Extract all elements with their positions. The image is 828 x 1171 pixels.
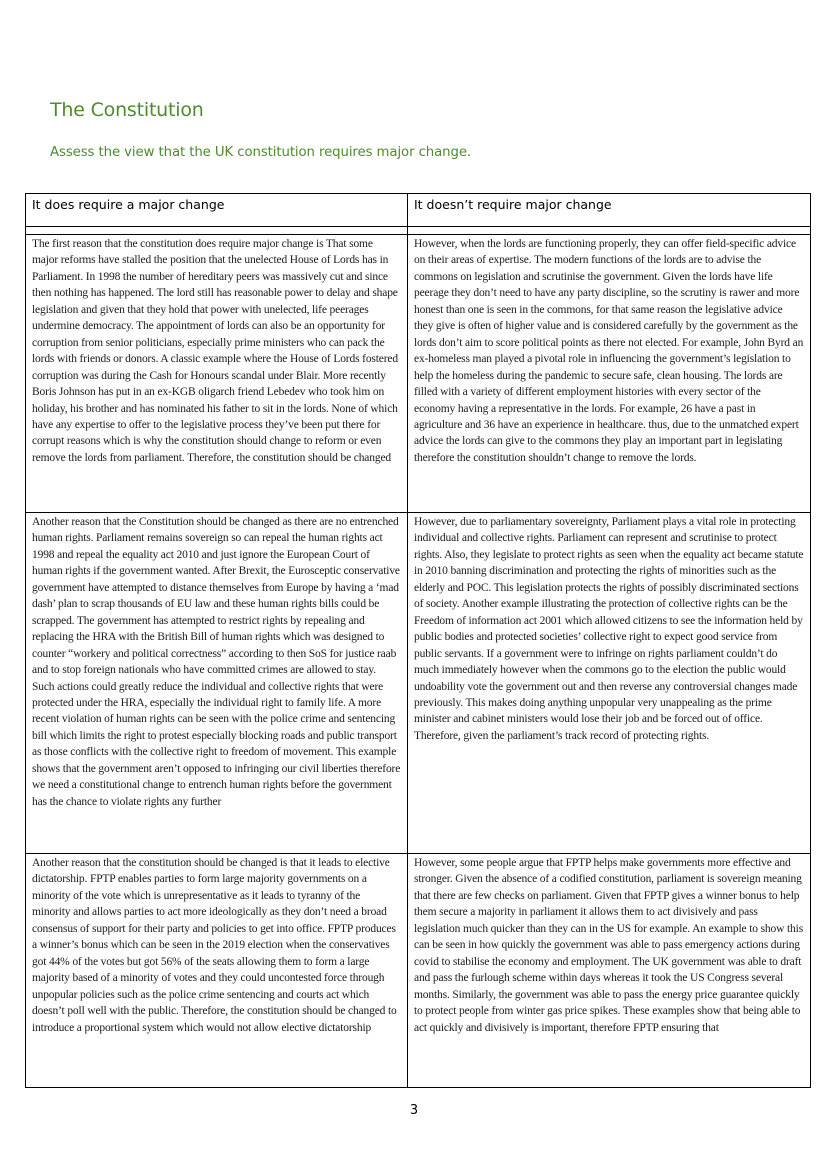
argument-for-human-rights: Another reason that the Constitution should be changed as there are no entrenched human rights. Parliament remains sovereign so can repeal the human rights act 1998 and repeal the equality act 2010 and just ignore the European Court of human rights if the government wanted. After Brexit, the Eurosceptic conservative government have attempted to distance themselves from Europe by having a ‘mad dash’ plan to scrap thousands of EU law and these human rights bills could be scrapped. The government has attempted to restrict rights by repealing and replacing the HRA with the British Bill of human rights which was designed to counter “workery and political correctness” according to then SoS for justice raab and to stop foreign nationals who have committed crimes are allowed to stay. Such actions could greatly reduce the individual and collective rights that were protected under the HRA, especially the individual right to family life. A more recent violation of human rights can be seen with the police crime and sentencing bill which limits the right to protest especially blocking roads and public transport as those conflicts with the collective right to freedom of movement. This example shows that the government aren’t opposed to infringing our civil liberties therefore we need a constitutional change to entrench human rights before the government has the chance to violate rights any further [26, 513, 408, 854]
page-title: The Constitution [50, 99, 204, 121]
spacer-cell [408, 227, 811, 235]
argument-for-fptp: Another reason that the constitution should be changed is that it leads to elective dictatorship. FPTP enables parties to form large majority governments on a minority of the vote which is unrepresentative as it leads to tyranny of the minority and allows parties to act more ideologically as they don’t need a broad consensus of support for their party and policies to get into office. FPTP produces a winner’s bonus which can be seen in the 2019 election when the conservatives got 44% of the votes but got 56% of the seats allowing them to form a large majority based of a minority of votes and they could uncontested force through unpopular policies such as the police crime sentencing and courts act which doesn’t poll well with the public. Therefore, the constitution should be changed to introduce a proportional system which would not allow elective dictatorship [26, 854, 408, 1088]
page-number: 3 [409, 1103, 419, 1118]
spacer-cell [26, 227, 408, 235]
header-for: It does require a major change [26, 194, 408, 227]
table-header-row [26, 194, 811, 227]
counter-argument-lords: However, when the lords are functioning properly, they can offer field-specific advice on their areas of expertise. The modern functions of the lords are to advise the commons on legislation and scrutinise the government. Given the lords have life peerage they don’t need to have any party discipline, so the scrutiny is rawer and more honest than one is seen in the commons, for that same reason the legislative advice they give is often of higher value and is considered carefully by the government as the lords don’t aim to score political points as there not elected. For example, John Byrd an ex-homeless man played a pivotal role in influencing the government’s legislation to help the homeless during the pandemic to secure safe, clean housing. The lords are filled with a variety of different employment histories with every sector of the economy having a representative in the lords. For example, 26 have a past in agriculture and 36 have an experience in healthcare. thus, due to the unmatched expert advice the lords can give to the commons they play an important part in legislating therefore the constitution shouldn’t change to remove the lords. [408, 235, 811, 513]
argument-table [25, 193, 811, 1088]
counter-argument-fptp: However, some people argue that FPTP helps make governments more effective and stronger. Given the absence of a codified constitution, parliament is sovereign meaning that there are few checks on parliament. Given that FPTP gives a winner bonus to help them secure a majority in parliament it allows them to act divisively and pass legislation much quicker than they can in the US for example. An example to show this can be seen in how quickly the government was able to pass emergency actions during covid to stabilise the economy and employment. The UK government was able to draft and pass the furlough scheme within days whereas it took the US Congress several months. Similarly, the government was able to pass the energy price guarantee quickly to protect people from winter gas price spikes. These examples show that being able to act quickly and divisively is important, therefore FPTP ensuring that [408, 854, 811, 1088]
argument-for-lords: The first reason that the constitution does require major change is That some major reforms have stalled the position that the unelected House of Lords has in Parliament. In 1998 the number of hereditary peers was massively cut and since then nothing has happened. The lord still has reasonable power to delay and shape legislation and given that they hold that power with unelected, life peerages undermine democracy. The appointment of lords can also be an opportunity for corruption from senior politicians, especially prime ministers who can pack the lords with friends or donors. A classic example where the House of Lords fostered corruption was during the Cash for Honours scandal under Blair. More recently Boris Johnson has put in an ex-KGB oligarch friend Lebedev who took him on holiday, his brother and has nominated his father to sit in the lords. None of which have any expertise to offer to the legislative process they’ve been put there for corrupt reasons which is why the constitution should change to reform or even remove the lords from parliament. Therefore, the constitution should be changed [26, 235, 408, 513]
spacer-row [26, 227, 811, 235]
counter-argument-human-rights: However, due to parliamentary sovereignty, Parliament plays a vital role in protecting individual and collective rights. Parliament can represent and scrutinise to protect rights. Also, they legislate to protect rights as seen when the equality act became statute in 2010 banning discrimination and protecting the rights of minorities such as the elderly and POC. This legislation protects the rights of possibly discriminated sections of society. Another example illustrating the protection of collective rights can be the Freedom of information act 2001 which allowed citizens to see the information held by public bodies and protected societies’ collective right to expect good service from public servants. If a government were to infringe on rights parliament couldn’t do much immediately however when the commons go to the election the public would undoability vote the government out and then reverse any controversial changes made previously. This makes doing anything unpopular very unappealing as the prime minister and cabinet ministers would lose their job and be forced out of office. Therefore, given the parliament’s track record of protecting rights. [408, 513, 811, 854]
table-row [26, 854, 811, 1088]
table-row [26, 235, 811, 513]
essay-question: Assess the view that the UK constitution requires major change. [50, 145, 472, 160]
table-row [26, 513, 811, 854]
header-against: It doesn’t require major change [408, 194, 811, 227]
